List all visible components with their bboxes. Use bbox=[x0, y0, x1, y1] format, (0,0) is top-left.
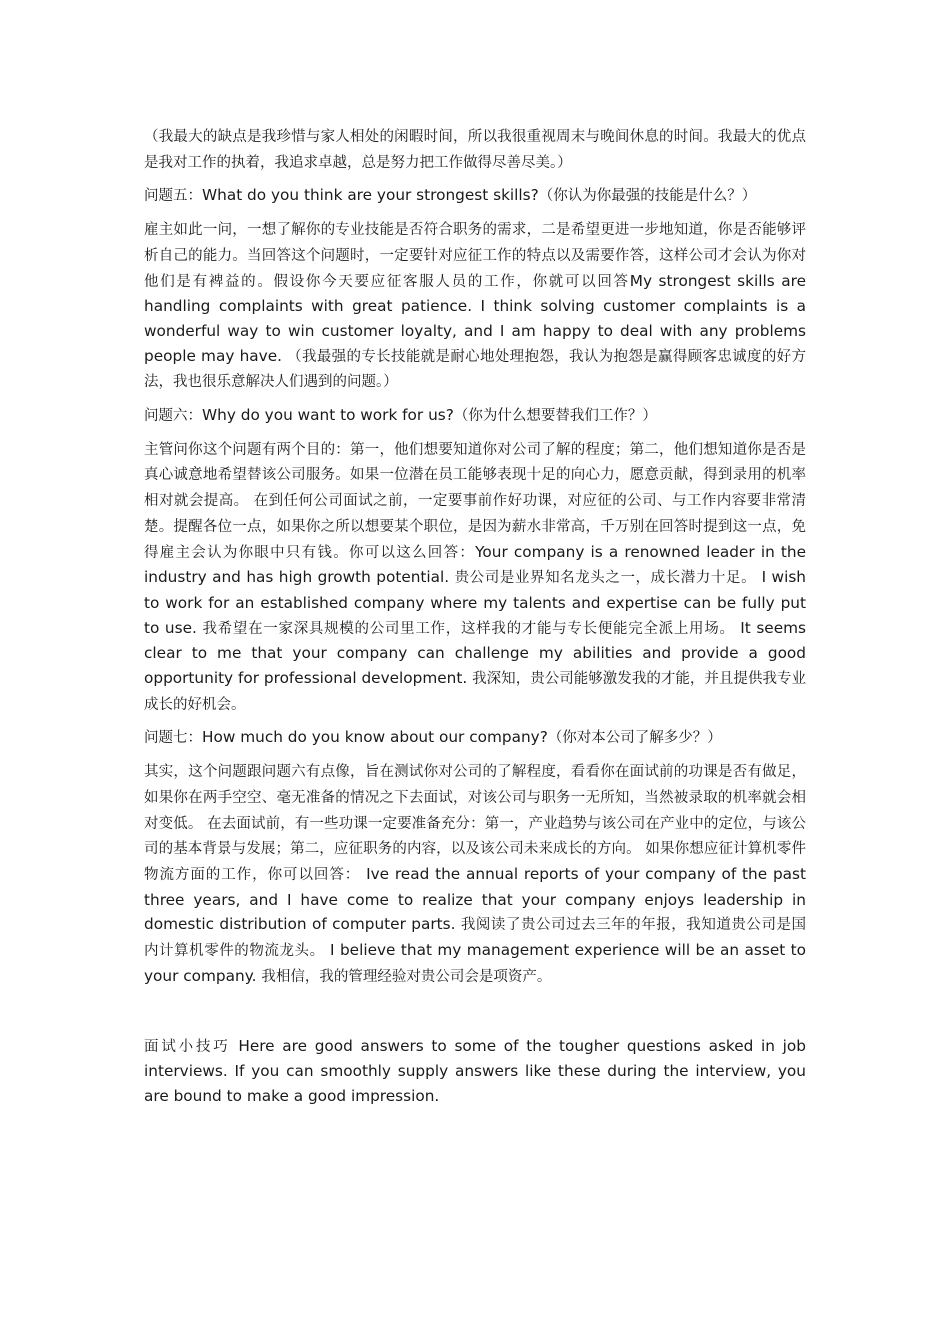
question-chinese: （你认为你最强的技能是什么？） bbox=[538, 188, 757, 205]
answer-seven bbox=[144, 759, 806, 989]
zh-text: 我阅读了贵公司过去三年的年报，我知道贵公司是国内计算机零件的物流龙头。 bbox=[144, 917, 806, 960]
question-seven bbox=[144, 725, 806, 751]
document-page bbox=[144, 124, 806, 1117]
paragraph-weakness-strength bbox=[144, 124, 806, 175]
question-label: 问题五： bbox=[144, 188, 202, 205]
en-text: Your company is a renowned leader in the industry and has high growth potential. bbox=[144, 542, 807, 587]
en-text: Ive read the annual reports of your company of the past three years, and I have come to realize that your company enjoys leadership in domestic distribution of computer parts. bbox=[144, 864, 806, 934]
zh-text: 其实，这个问题跟问题六有点像，旨在测试你对公司的了解程度，看看你在面试前的功课是否有做足，如果你在两手空空、毫无准备的情况之下去面试，对该公司与职务一无所知，当然被录取的机率就会相对变低。 在去面试前，有一些功课一定要准备充分：第一，产业趋势与该公司在产业中的定位，与该公司的基本背景与发展；第二，应征职务的内容，以及该公司未来成长的方向。 如果你想应征计算机零件物流方面的工作，你可以回答： bbox=[144, 764, 806, 883]
zh-text: 我相信，我的管理经验对贵公司会是项资产。 bbox=[261, 968, 552, 985]
answer-five bbox=[144, 217, 806, 395]
en-text: I wish to work for an established company where my talents and expertise can be fully put to use. bbox=[144, 568, 806, 637]
question-english: Why do you want to work for us? bbox=[202, 406, 454, 425]
question-chinese: （你为什么想要替我们工作？） bbox=[453, 408, 657, 425]
en-text: My strongest skills are handling complaints with great patience. I think solving customer complaints is a wonderful way to win customer loyalty, and I am happy to deal with any problems people may have. bbox=[144, 271, 807, 365]
en-text: It seems clear to me that your company can challenge my abilities and provide a good opportunity for professional development. bbox=[144, 618, 806, 688]
section-spacer bbox=[144, 998, 806, 1034]
zh-text: （我最强的专长技能就是耐心地处理抱怨，我认为抱怨是赢得顾客忠诚度的好方法，我也很乐意解决人们遇到的问题。） bbox=[144, 348, 806, 391]
question-english: What do you think are your strongest skills? bbox=[202, 186, 539, 205]
zh-text: （我最大的缺点是我珍惜与家人相处的闲暇时间，所以我很重视周末与晚间休息的时间。我最大的优点是我对工作的执着，我追求卓越，总是努力把工作做得尽善尽美。） bbox=[144, 129, 806, 171]
zh-text: 主管问你这个问题有两个目的：第一，他们想要知道你对公司了解的程度；第二，他们想知道你是否是真心诚意地希望替该公司服务。如果一位潜在员工能够表现十足的向心力，愿意贡献，得到录用的机率相对就会提高。 在到任何公司面试之前，一定要事前作好功课，对应征的公司、与工作内容要非常清楚。提醒各位一点，如果你之所以想要某个职位，是因为薪水非常高，千万别在回答时提到这一点，免得雇主会认为你眼中只有钱。你可以这么回答： bbox=[144, 441, 806, 561]
zh-text: 贵公司是业界知名龙头之一，成长潜力十足。 bbox=[454, 570, 757, 587]
en-text: Here are good answers to some of the tougher questions asked in job interviews. If you can smoothly supply answers like these during the interview, you are bound to make a good impression. bbox=[144, 1036, 806, 1105]
zh-text: 我深知，贵公司能够激发我的才能，并且提供我专业成长的好机会。 bbox=[144, 671, 806, 713]
question-label: 问题六： bbox=[144, 408, 202, 425]
interview-tips bbox=[144, 1034, 806, 1109]
question-five bbox=[144, 183, 806, 209]
en-text: I believe that my management experience will be an asset to your company. bbox=[144, 941, 806, 985]
question-english: How much do you know about our company? bbox=[202, 728, 548, 747]
question-label: 问题七： bbox=[144, 730, 202, 747]
zh-text: 雇主如此一问，一想了解你的专业技能是否符合职务的需求，二是希望更进一步地知道，你是否能够评析自己的能力。当回答这个问题时，一定要针对应征工作的特点以及需要作答，这样公司才会认为你对他们是有裨益的。假设你今天要应征客服人员的工作，你就可以回答 bbox=[144, 222, 806, 290]
tips-heading: 面试小技巧 bbox=[144, 1038, 231, 1055]
answer-six bbox=[144, 437, 806, 718]
question-six bbox=[144, 403, 806, 429]
zh-text: 我希望在一家深具规模的公司里工作，这样我的才能与专长便能完全派上用场。 bbox=[202, 620, 735, 637]
question-chinese: （你对本公司了解多少？） bbox=[547, 730, 722, 747]
